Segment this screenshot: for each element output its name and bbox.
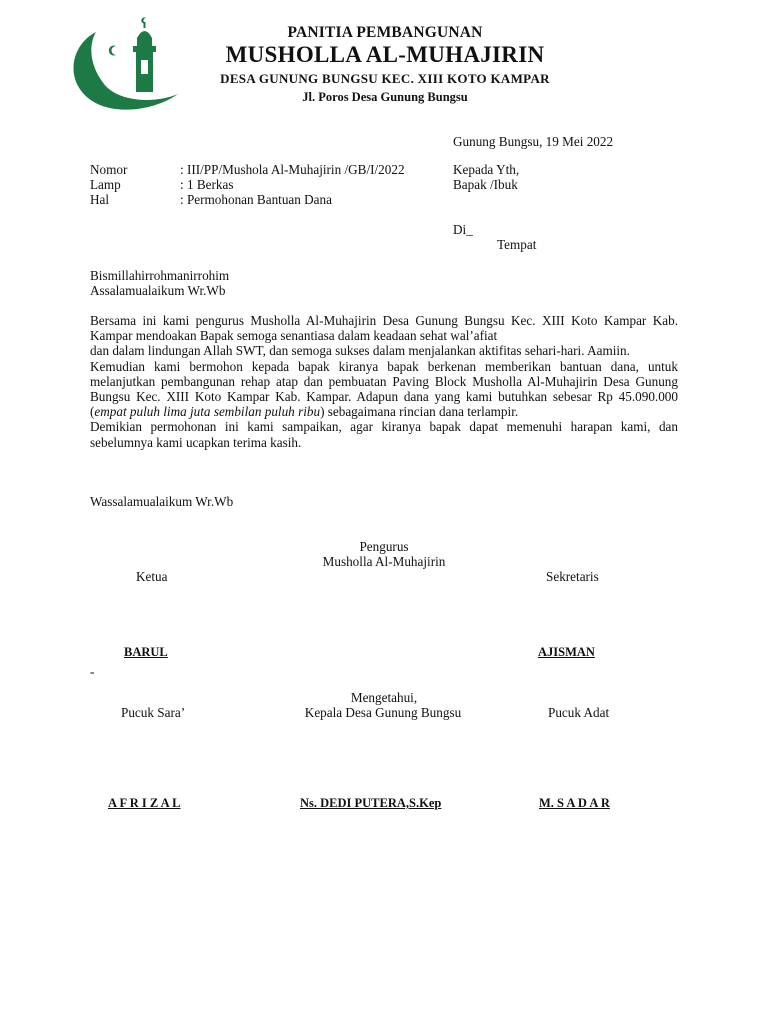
meta-value-hal: : Permohonan Bantuan Dana xyxy=(180,192,332,207)
secretary-name: AJISMAN xyxy=(538,645,595,659)
recipient-line-3: Di_ xyxy=(453,222,473,237)
meta-label-lamp: Lamp xyxy=(90,177,121,192)
body-p3-text: Kemudian kami bermohon kepada bapak kiranya bapak berkenan memberikan bantuan dana, untuk melanjutkan pembangunan rehap atap dan pembuatan Paving Block Musholla Al-Muhajirin Desa Gunung Bungsu Kec. XIII Koto Kampar Kab. Kampar. Adapun dana yang kami butuhkan sebesar Rp 45.090.000 ( xyxy=(90,358,678,420)
recipient-line-1: Kepada Yth, xyxy=(453,162,520,177)
village-head-title: Kepala Desa Gunung Bungsu xyxy=(304,705,462,720)
pucuk-adat-title: Pucuk Adat xyxy=(548,705,610,720)
village-head-name: Ns. DEDI PUTERA,S.Kep xyxy=(300,796,442,810)
pucuk-sara-name: A F R I Z A L xyxy=(108,796,181,810)
mosque-crescent-logo xyxy=(66,16,182,112)
header-committee: PANITIA PEMBANGUNAN xyxy=(287,24,483,41)
stray-dash: - xyxy=(90,664,95,679)
body-p3-amount-words: empat puluh lima juta sembilan puluh ribu xyxy=(94,404,321,420)
body-paragraph-2: dan dalam lindungan Allah SWT, dan semoga sukses dalam menjalankan aktifitas sehari-hari. Aamiin. xyxy=(90,343,630,359)
meta-value-nomor: : III/PP/Mushola Al-Muhajirin /GB/I/2022 xyxy=(180,162,405,177)
meta-value-lamp: : 1 Berkas xyxy=(180,177,234,192)
letter-body xyxy=(90,313,678,450)
body-paragraph-4: Demikian permohonan ini kami sampaikan, agar kiranya bapak dapat memenuhi harapan kami, dan sebelumnya kami ucapkan terima kasih. xyxy=(90,419,678,450)
greeting-salam: Assalamualaikum Wr.Wb xyxy=(90,283,226,298)
body-paragraph-1: Bersama ini kami pengurus Musholla Al-Muhajirin Desa Gunung Bungsu Kec. XIII Koto Kampar Kab. Kampar mendoakan Bapak semoga senantiasa dalam keadaan sehat wal’afiat xyxy=(90,313,678,344)
body-p3-text-end: ) sebagaimana rincian dana terlampir. xyxy=(320,404,519,420)
body-paragraph-3 xyxy=(90,359,678,420)
pucuk-sara-title: Pucuk Sara’ xyxy=(121,705,186,720)
org-name: Musholla Al-Muhajirin xyxy=(322,554,446,569)
chair-title: Ketua xyxy=(136,569,168,584)
closing-salam: Wassalamualaikum Wr.Wb xyxy=(90,494,234,509)
acknowledge-label: Mengetahui, xyxy=(350,690,418,705)
meta-label-hal: Hal xyxy=(90,192,110,207)
meta-label-nomor: Nomor xyxy=(90,162,128,177)
header-street: Jl. Poros Desa Gunung Bungsu xyxy=(302,90,468,104)
recipient-line-2: Bapak /Ibuk xyxy=(453,177,518,192)
header-org-name: MUSHOLLA AL-MUHAJIRIN xyxy=(225,42,545,67)
recipient-line-4: Tempat xyxy=(497,237,537,252)
letter-date: Gunung Bungsu, 19 Mei 2022 xyxy=(453,134,614,149)
secretary-title: Sekretaris xyxy=(546,569,599,584)
header-address: DESA GUNUNG BUNGSU KEC. XIII KOTO KAMPAR xyxy=(220,71,550,86)
org-label: Pengurus xyxy=(359,539,409,554)
chair-name: BARUL xyxy=(124,645,168,659)
greeting-bismillah: Bismillahirrohmanirrohim xyxy=(90,268,230,283)
pucuk-adat-name: M. S A D A R xyxy=(539,796,610,810)
